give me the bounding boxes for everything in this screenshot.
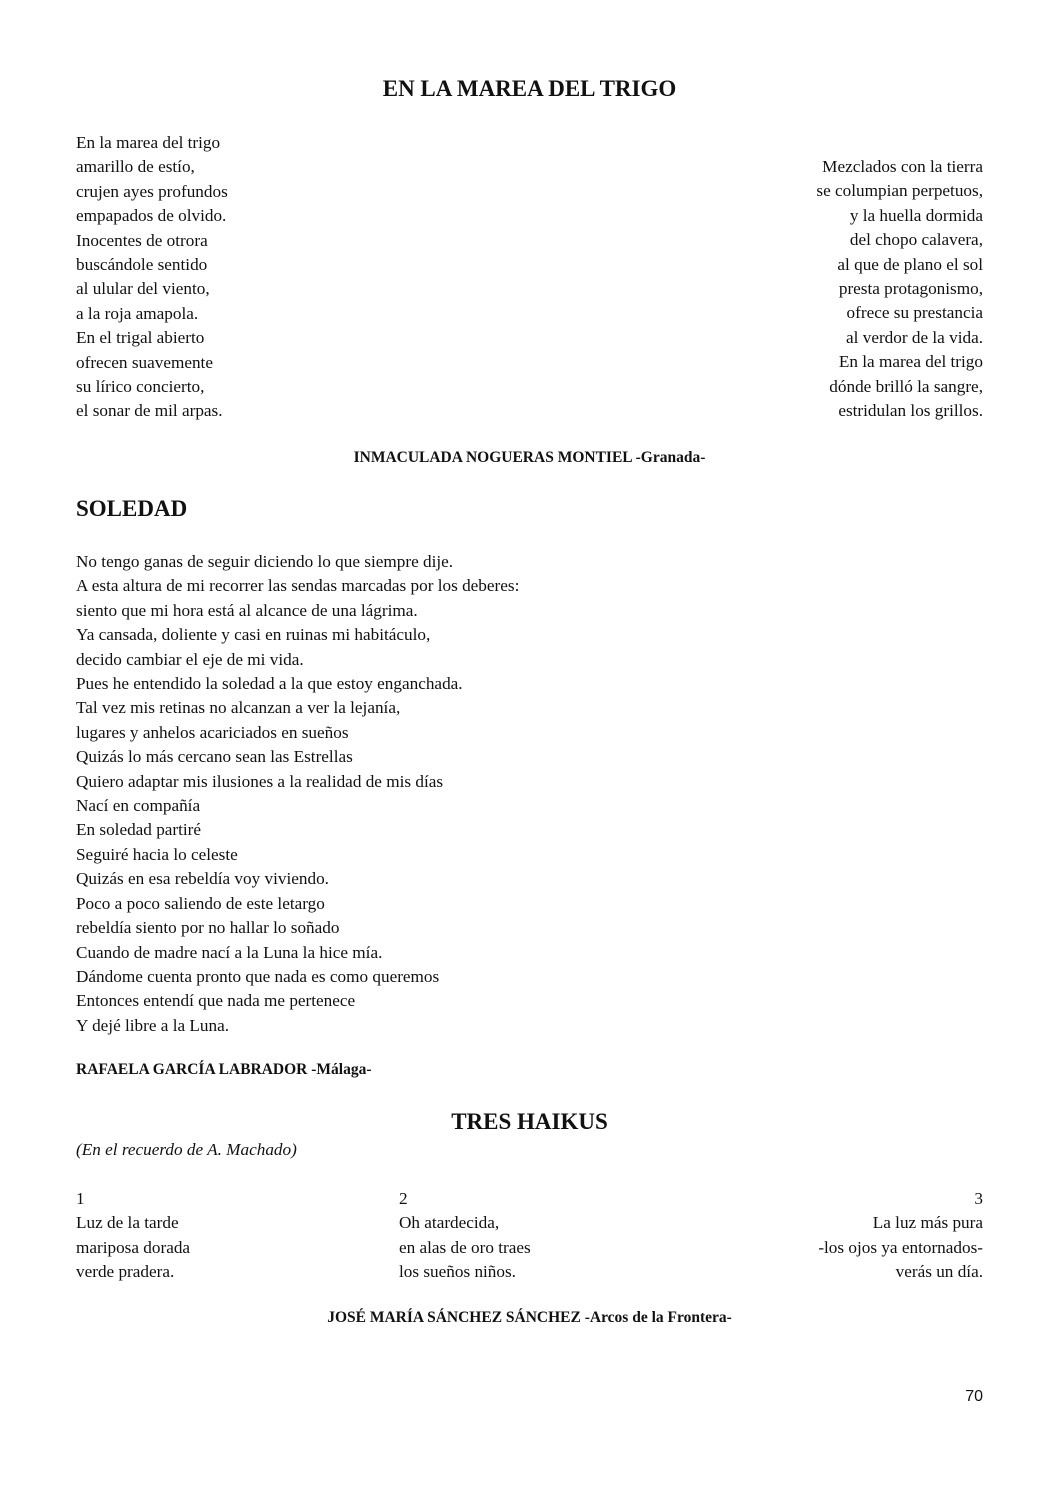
poem-author: INMACULADA NOGUERAS MONTIEL -Granada- [353, 449, 706, 466]
poem-line: al que de plano el sol [837, 254, 983, 274]
poem-line: Quizás lo más cercano sean las Estrellas [76, 747, 353, 767]
poem-line: Y dejé libre a la Luna. [76, 1015, 230, 1035]
poem-line: mariposa dorada [76, 1237, 191, 1257]
poem-line: amarillo de estío, [76, 157, 195, 177]
poem-line: empapados de olvido. [76, 206, 227, 226]
poem-line: rebeldía siento por no hallar lo soñado [76, 918, 340, 938]
poem-line: presta protagonismo, [838, 279, 983, 299]
poem-line: Tal vez mis retinas no alcanzan a ver la lejanía, [76, 698, 401, 718]
haiku-number: 1 [76, 1189, 85, 1208]
poem-title: TRES HAIKUS [451, 1109, 608, 1134]
poem-line: los sueños niños. [399, 1262, 516, 1282]
poem-line: del chopo calavera, [849, 230, 983, 250]
poem-line: Entonces entendí que nada me pertenece [76, 991, 356, 1011]
poem-line: al ulular del viento, [76, 279, 210, 299]
poem-line: ofrece su prestancia [846, 303, 983, 323]
poem-line: siento que mi hora está al alcance de una lágrima. [76, 600, 418, 620]
poem-line: decido cambiar el eje de mi vida. [76, 649, 304, 669]
poem-line: a la roja amapola. [76, 303, 199, 323]
poem-line: Ya cansada, doliente y casi en ruinas mi habitáculo, [76, 625, 431, 645]
poem-line: Nací en compañía [76, 796, 201, 816]
poem-title: SOLEDAD [76, 496, 188, 521]
haiku-number: 3 [974, 1189, 983, 1208]
poem-line: verde pradera. [76, 1262, 175, 1282]
poem-line: el sonar de mil arpas. [76, 401, 223, 421]
poem-line: -los ojos ya entornados- [818, 1237, 983, 1257]
poem-line: Inocentes de otrora [76, 230, 208, 250]
haiku-1 [76, 1187, 190, 1285]
poem-line: Poco a poco saliendo de este letargo [76, 893, 325, 913]
poem-line: buscándole sentido [76, 255, 208, 275]
poem-line: Mezclados con la tierra [822, 157, 983, 176]
poem-line: En soledad partiré [76, 820, 202, 840]
poem-dedication: (En el recuerdo de A. Machado) [76, 1140, 297, 1159]
poem-line: se columpian perpetuos, [816, 181, 983, 201]
poem-line: ofrecen suavemente [76, 352, 213, 372]
poem-line: al verdor de la vida. [846, 327, 983, 347]
poem-line: verás un día. [895, 1262, 983, 1282]
poem-line: y la huella dormida [849, 205, 983, 225]
poem-line: dónde brilló la sangre, [829, 376, 983, 396]
poem-line: A esta altura de mi recorrer las sendas marcadas por los deberes: [76, 576, 520, 596]
poem-line: crujen ayes profundos [76, 181, 228, 201]
poem-title: EN LA MAREA DEL TRIGO [382, 76, 677, 101]
poem-left-column [76, 131, 228, 424]
poem-line: Cuando de madre nací a la Luna la hice mía. [76, 942, 383, 962]
poem-line: Quizás en esa rebeldía voy viviendo. [76, 869, 329, 889]
poem-right-column [816, 155, 983, 423]
poem-line: Quiero adaptar mis ilusiones a la realidad de mis días [76, 771, 444, 791]
poem-line: Oh atardecida, [399, 1213, 500, 1233]
poem-line: En la marea del trigo [838, 352, 983, 372]
poem-line: Luz de la tarde [76, 1213, 179, 1233]
poem-line: Pues he entendido la soledad a la que estoy enganchada. [76, 674, 463, 694]
poem-line: En el trigal abierto [76, 328, 205, 348]
poem-line: No tengo ganas de seguir diciendo lo que siempre dije. [76, 552, 454, 571]
poem-line: en alas de oro traes [399, 1237, 531, 1257]
poem-line: En la marea del trigo [76, 133, 221, 152]
poem-line: Dándome cuenta pronto que nada es como queremos [76, 966, 440, 986]
poem-line: Seguiré hacia lo celeste [76, 844, 238, 864]
page-number: 70 [965, 1388, 983, 1405]
haiku-2 [399, 1187, 531, 1285]
poem-line: lugares y anhelos acariciados en sueños [76, 722, 349, 742]
poem-line: estridulan los grillos. [838, 401, 983, 421]
haiku-3 [818, 1187, 983, 1285]
poem-author: JOSÉ MARÍA SÁNCHEZ SÁNCHEZ -Arcos de la Frontera- [327, 1309, 732, 1326]
poem-author: RAFAELA GARCÍA LABRADOR -Málaga- [76, 1061, 372, 1078]
poem-body [76, 550, 519, 1038]
poem-line: su lírico concierto, [76, 377, 205, 397]
poem-line: La luz más pura [872, 1213, 983, 1233]
haiku-number: 2 [399, 1189, 408, 1208]
